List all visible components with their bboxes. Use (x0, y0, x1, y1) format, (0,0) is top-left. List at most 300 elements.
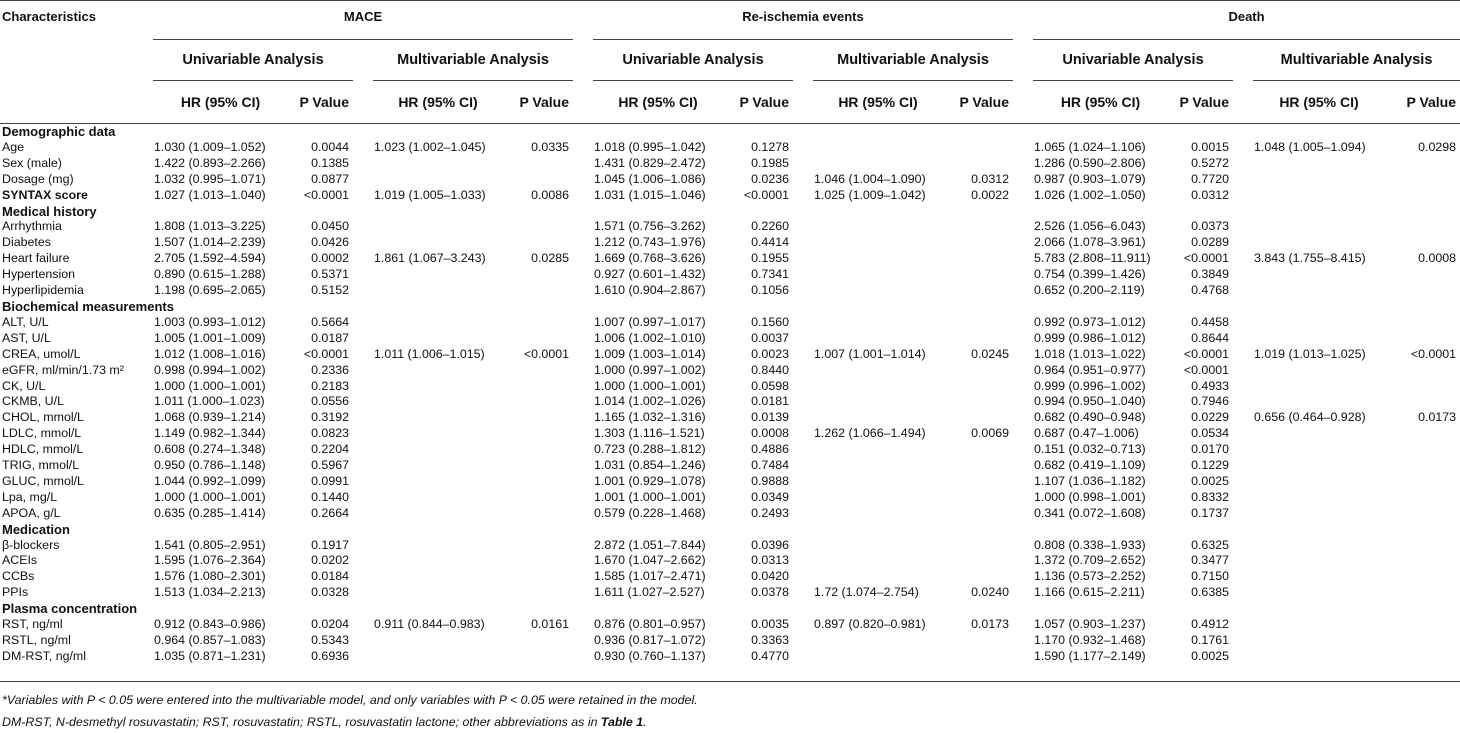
p-value-cell (1385, 331, 1460, 347)
hr-cell: 0.608 (0.274–1.348) (154, 442, 266, 457)
hr-cell: 1.286 (0.590–2.806) (1034, 155, 1146, 170)
hr-cell: 0.808 (0.338–1.933) (1034, 537, 1146, 552)
hr-cell: 0.994 (0.950–1.040) (1034, 394, 1146, 409)
hr-cell: 0.754 (0.399–1.426) (1034, 267, 1146, 282)
hr-cell (1253, 267, 1385, 283)
hr-cell: 0.999 (0.996–1.002) (1034, 378, 1146, 393)
hr-header: HR (95% CI) (1253, 81, 1385, 124)
hr-header: HR (95% CI) (153, 81, 288, 124)
p-value-cell (1385, 569, 1460, 585)
p-value-cell (1385, 315, 1460, 331)
hr-cell: 0.897 (0.820–0.981) (814, 617, 926, 632)
p-value-cell (503, 219, 573, 235)
row-label: CREA, umol/L (2, 346, 81, 361)
hr-cell: 1.431 (0.829–2.472) (594, 155, 706, 170)
p-value-cell: 0.0378 (751, 585, 789, 600)
p-value-cell: <0.0001 (1183, 251, 1229, 266)
hr-cell: 1.000 (0.997–1.002) (594, 362, 706, 377)
p-value-cell (503, 315, 573, 331)
hr-cell: 0.950 (0.786–1.148) (154, 458, 266, 473)
p-value-cell: 0.0313 (751, 553, 789, 568)
hr-cell: 1.046 (1.004–1.090) (814, 171, 926, 186)
group-header-reischemia: Re-ischemia events (593, 1, 1013, 40)
p-value-cell (943, 649, 1013, 665)
p-value-cell: 0.4458 (1191, 314, 1229, 329)
p-value-cell (1385, 506, 1460, 522)
hr-cell (1253, 538, 1385, 554)
hr-cell (1253, 617, 1385, 633)
row-label: SYNTAX score (2, 187, 88, 202)
p-value-cell: 0.0022 (971, 187, 1009, 202)
p-value-cell: 0.0240 (971, 585, 1009, 600)
p-value-cell: 0.7341 (751, 267, 789, 282)
p-value-cell (503, 490, 573, 506)
p-value-cell (1385, 474, 1460, 490)
p-value-cell (503, 506, 573, 522)
p-value-cell: 0.0373 (1191, 219, 1229, 234)
p-value-cell (503, 458, 573, 474)
hr-cell: 1.007 (0.997–1.017) (594, 314, 706, 329)
row-label: Lpa, mg/L (2, 489, 58, 504)
p-value-cell (503, 172, 573, 188)
hr-cell: 1.009 (1.003–1.014) (594, 346, 706, 361)
p-value-cell: 0.0002 (311, 251, 349, 266)
hr-cell: 1.031 (0.854–1.246) (594, 458, 706, 473)
hr-cell: 1.048 (1.005–1.094) (1254, 139, 1366, 154)
p-value-cell (1385, 442, 1460, 458)
hr-cell: 1.136 (0.573–2.252) (1034, 569, 1146, 584)
hr-cell: 1.007 (1.001–1.014) (814, 346, 926, 361)
hr-cell: 1.027 (1.013–1.040) (154, 187, 266, 202)
p-value-cell: 0.7150 (1191, 569, 1229, 584)
table-row (0, 188, 1460, 204)
p-value-cell: 0.4770 (751, 648, 789, 663)
hr-cell (813, 474, 943, 490)
p-value-header: P Value (943, 81, 1013, 124)
p-value-cell (503, 633, 573, 649)
table-footnotes (0, 689, 1460, 733)
hr-cell (1253, 363, 1385, 379)
p-value-cell: <0.0001 (303, 346, 349, 361)
p-value-cell (503, 585, 573, 601)
hr-cell: 0.876 (0.801–0.957) (594, 617, 706, 632)
p-value-cell (943, 553, 1013, 569)
hr-cell: 0.964 (0.951–0.977) (1034, 362, 1146, 377)
row-label: PPIs (2, 585, 29, 600)
p-value-cell: 0.0035 (751, 617, 789, 632)
p-value-cell: <0.0001 (743, 187, 789, 202)
p-value-cell: 0.0173 (971, 617, 1009, 632)
p-value-cell: 0.0426 (311, 235, 349, 250)
p-value-cell: 0.0025 (1191, 648, 1229, 663)
p-value-header: P Value (723, 81, 793, 124)
section-label: Plasma concentration (2, 601, 138, 617)
row-label: GLUC, mmol/L (2, 473, 84, 488)
hr-cell (1253, 379, 1385, 395)
table-row (0, 140, 1460, 156)
hr-cell: 0.656 (0.464–0.928) (1254, 410, 1366, 425)
hr-cell (373, 585, 503, 601)
hr-cell (1253, 219, 1385, 235)
p-value-cell: 0.0184 (311, 569, 349, 584)
p-value-cell: 0.0204 (311, 617, 349, 632)
section-row (0, 299, 1460, 315)
p-value-cell: 0.1229 (1191, 458, 1229, 473)
hr-cell (373, 267, 503, 283)
p-value-cell: 0.0170 (1191, 442, 1229, 457)
table-row (0, 172, 1460, 188)
hr-cell: 0.987 (0.903–1.079) (1034, 171, 1146, 186)
hr-cell (813, 633, 943, 649)
hr-cell (373, 474, 503, 490)
hr-cell: 1.001 (0.929–1.078) (594, 473, 706, 488)
p-value-cell (1385, 458, 1460, 474)
hr-cell (1253, 394, 1385, 410)
hr-cell (1253, 426, 1385, 442)
table-bottom-rule (0, 665, 1460, 681)
table-row (0, 633, 1460, 649)
p-value-cell (943, 506, 1013, 522)
hr-cell: 0.652 (0.200–2.119) (1034, 283, 1145, 298)
hr-cell: 1.590 (1.177–2.149) (1034, 648, 1146, 663)
hr-cell (373, 442, 503, 458)
p-value-cell (503, 538, 573, 554)
row-label: LDLC, mmol/L (2, 426, 82, 441)
p-value-cell: 0.0335 (531, 139, 569, 154)
section-row (0, 204, 1460, 220)
hr-cell: 1.670 (1.047–2.662) (594, 553, 706, 568)
p-value-cell: 0.1560 (751, 314, 789, 329)
p-value-cell: <0.0001 (1410, 346, 1457, 361)
section-row (0, 124, 1460, 140)
p-value-cell (503, 379, 573, 395)
p-value-cell: 0.6936 (311, 648, 349, 663)
hr-cell: 1.019 (1.013–1.025) (1254, 346, 1366, 361)
hr-cell: 1.005 (1.001–1.009) (154, 330, 266, 345)
p-value-cell (1385, 283, 1460, 299)
p-value-cell: 0.0037 (751, 330, 789, 345)
hr-cell: 1.585 (1.017–2.471) (594, 569, 706, 584)
hr-cell: 1.212 (0.743–1.976) (594, 235, 706, 250)
section-label: Biochemical measurements (2, 298, 174, 314)
p-value-cell: 0.0173 (1418, 410, 1457, 425)
hr-cell: 1.068 (0.939–1.214) (154, 410, 266, 425)
table-row (0, 251, 1460, 267)
hr-cell: 5.783 (2.808–11.911) (1034, 251, 1151, 266)
table-row (0, 379, 1460, 395)
hr-cell: 1.045 (1.006–1.086) (594, 171, 706, 186)
hr-cell (373, 331, 503, 347)
table-row (0, 410, 1460, 426)
table-row (0, 458, 1460, 474)
row-label: RSTL, ng/ml (2, 633, 71, 647)
hr-cell (813, 379, 943, 395)
p-value-cell (1385, 394, 1460, 410)
hr-cell: 1.541 (0.805–2.951) (154, 537, 266, 552)
hr-cell (813, 283, 943, 299)
p-value-cell (1385, 172, 1460, 188)
hr-cell (373, 235, 503, 251)
hr-cell: 1.000 (1.000–1.001) (594, 378, 706, 393)
hr-header: HR (95% CI) (593, 81, 723, 124)
p-value-cell: 0.0312 (971, 171, 1009, 186)
p-value-header: P Value (1168, 81, 1233, 124)
p-value-cell (1385, 649, 1460, 665)
hr-cell (813, 569, 943, 585)
analysis-header: Univariable Analysis (1033, 40, 1233, 81)
hr-cell (1253, 235, 1385, 251)
p-value-cell (943, 156, 1013, 172)
p-value-cell: 0.1917 (311, 537, 349, 552)
hr-cell (813, 156, 943, 172)
p-value-cell (503, 363, 573, 379)
p-value-cell (1385, 538, 1460, 554)
hr-cell (813, 251, 943, 267)
table-row (0, 235, 1460, 251)
row-label: CHOL, mmol/L (2, 410, 84, 425)
p-value-cell: 0.4886 (751, 442, 789, 457)
p-value-cell: 0.0202 (311, 553, 349, 568)
p-value-cell: 0.2183 (311, 378, 349, 393)
p-value-cell (503, 394, 573, 410)
hr-cell (813, 140, 943, 156)
hr-cell: 1.031 (1.015–1.046) (594, 187, 706, 202)
p-value-cell (943, 140, 1013, 156)
p-value-cell: <0.0001 (523, 346, 569, 361)
p-value-cell: 0.1385 (311, 155, 349, 170)
p-value-cell: 0.1761 (1191, 633, 1229, 647)
hr-cell (1253, 172, 1385, 188)
p-value-cell: 0.0161 (531, 617, 569, 632)
hr-cell (373, 506, 503, 522)
row-label: RST, ng/ml (2, 617, 63, 632)
table-row (0, 553, 1460, 569)
hr-cell: 1.000 (0.998–1.001) (1034, 489, 1146, 504)
hr-header: HR (95% CI) (373, 81, 503, 124)
p-value-cell: 0.0534 (1191, 426, 1229, 441)
p-value-cell (943, 394, 1013, 410)
row-label: APOA, g/L (2, 505, 61, 520)
hr-cell: 1.011 (1.000–1.023) (154, 394, 265, 409)
hr-cell: 1.576 (1.080–2.301) (154, 569, 266, 584)
hr-cell: 1.198 (0.695–2.065) (154, 283, 266, 298)
analysis-header: Univariable Analysis (153, 40, 353, 81)
p-value-cell: 0.0285 (531, 251, 569, 266)
hr-cell: 0.912 (0.843–0.986) (154, 617, 266, 632)
hr-cell (373, 283, 503, 299)
table-row (0, 585, 1460, 601)
p-value-cell: 0.0556 (311, 394, 349, 409)
hr-cell: 1.001 (1.000–1.001) (594, 489, 706, 504)
p-value-cell: 0.0328 (311, 585, 349, 600)
p-value-cell (1385, 156, 1460, 172)
hr-cell: 1.571 (0.756–3.262) (594, 219, 706, 234)
p-value-cell (1385, 553, 1460, 569)
hr-cell: 2.705 (1.592–4.594) (154, 251, 266, 266)
hr-cell: 1.262 (1.066–1.494) (814, 426, 926, 441)
p-value-cell: 0.5967 (311, 458, 349, 473)
p-value-cell: 0.0187 (311, 330, 349, 345)
hr-cell: 1.165 (1.032–1.316) (594, 410, 706, 425)
table-row (0, 363, 1460, 379)
p-value-cell: 0.8644 (1191, 330, 1229, 345)
row-label: HDLC, mmol/L (2, 442, 84, 457)
hr-cell: 0.682 (0.490–0.948) (1034, 410, 1146, 425)
p-value-cell (503, 442, 573, 458)
hr-cell (813, 538, 943, 554)
p-value-cell: 0.5371 (311, 267, 349, 282)
row-label: Hypertension (2, 267, 76, 282)
p-value-cell: 0.0289 (1191, 235, 1229, 250)
hr-cell (373, 458, 503, 474)
hr-cell: 0.930 (0.760–1.137) (594, 648, 706, 663)
analysis-header: Univariable Analysis (593, 40, 793, 81)
hr-cell: 1.025 (1.009–1.042) (814, 187, 926, 202)
p-value-cell: 0.2493 (751, 505, 789, 520)
section-label: Medication (2, 521, 70, 537)
hr-cell: 1.513 (1.034–2.213) (154, 585, 266, 600)
p-value-cell: 0.1056 (751, 283, 789, 298)
hr-cell: 1.107 (1.036–1.182) (1034, 473, 1146, 488)
hr-cell: 1.023 (1.002–1.045) (374, 139, 486, 154)
p-value-cell: 0.0044 (311, 139, 349, 154)
p-value-cell: 0.0181 (751, 394, 789, 409)
characteristics-header: Characteristics (2, 9, 96, 24)
p-value-cell: 0.0015 (1191, 139, 1229, 154)
hr-cell (1253, 458, 1385, 474)
p-value-cell (943, 267, 1013, 283)
p-value-cell: 0.4768 (1191, 283, 1229, 298)
hr-cell (813, 363, 943, 379)
hr-cell (813, 394, 943, 410)
hr-cell: 0.151 (0.032–0.713) (1034, 442, 1146, 457)
p-value-cell: 0.6385 (1191, 585, 1229, 600)
hr-cell (1253, 315, 1385, 331)
p-value-cell: 0.1278 (751, 139, 789, 154)
p-value-cell: 0.0236 (751, 171, 789, 186)
row-label: Diabetes (2, 235, 51, 250)
hr-cell: 0.927 (0.601–1.432) (594, 267, 706, 282)
row-label: eGFR, ml/min/1.73 m² (2, 362, 124, 377)
hr-cell: 0.998 (0.994–1.002) (154, 362, 266, 377)
footnote-2 (2, 711, 1460, 733)
hr-cell: 1.611 (1.027–2.527) (594, 585, 705, 600)
hr-cell (373, 363, 503, 379)
hr-cell: 0.890 (0.615–1.288) (154, 267, 266, 282)
hr-cell: 0.992 (0.973–1.012) (1034, 314, 1146, 329)
p-value-cell (1385, 235, 1460, 251)
p-value-cell: 0.3363 (751, 633, 789, 647)
hr-cell: 1.030 (1.009–1.052) (154, 139, 266, 154)
p-value-cell (1385, 490, 1460, 506)
hr-cell (1253, 633, 1385, 649)
p-value-cell (503, 410, 573, 426)
hr-cell: 0.999 (0.986–1.012) (1034, 330, 1146, 345)
row-label: β-blockers (2, 537, 60, 552)
hr-cell: 0.579 (0.228–1.468) (594, 505, 706, 520)
table-row (0, 267, 1460, 283)
p-value-cell (943, 633, 1013, 649)
hr-cell (1253, 188, 1385, 204)
hr-cell (813, 649, 943, 665)
analysis-header: Multivariable Analysis (373, 40, 573, 81)
hr-cell: 1.019 (1.005–1.033) (374, 187, 486, 202)
p-value-cell (503, 267, 573, 283)
p-value-cell (943, 363, 1013, 379)
hr-cell (373, 410, 503, 426)
p-value-cell: 0.8332 (1191, 489, 1229, 504)
table-row (0, 156, 1460, 172)
p-value-cell (943, 490, 1013, 506)
table-row (0, 315, 1460, 331)
p-value-cell (503, 426, 573, 442)
hr-cell: 1.000 (1.000–1.001) (154, 378, 266, 393)
group-header-death: Death (1033, 1, 1460, 40)
p-value-cell: 0.4912 (1191, 617, 1229, 632)
hr-cell: 0.341 (0.072–1.608) (1034, 505, 1146, 520)
p-value-cell (1385, 267, 1460, 283)
p-value-cell (1385, 426, 1460, 442)
p-value-cell: 0.0396 (751, 537, 789, 552)
footnote-2-end: . (643, 714, 647, 729)
p-value-cell: <0.0001 (1183, 362, 1229, 377)
analysis-header: Multivariable Analysis (1253, 40, 1460, 81)
hr-cell: 1.003 (0.993–1.012) (154, 314, 266, 329)
hr-cell: 1.595 (1.076–2.364) (154, 553, 266, 568)
hr-cell: 1.610 (0.904–2.867) (594, 283, 706, 298)
p-value-cell: 0.4414 (751, 235, 789, 250)
hr-cell: 1.149 (0.982–1.344) (154, 426, 266, 441)
row-label: Hyperlipidemia (2, 283, 84, 298)
hr-cell: 0.964 (0.857–1.083) (154, 633, 266, 647)
row-label: ACEIs (2, 553, 38, 568)
p-value-header: P Value (503, 81, 573, 124)
hr-cell: 0.635 (0.285–1.414) (154, 505, 266, 520)
hr-cell: 1.507 (1.014–2.239) (154, 235, 266, 250)
table-row (0, 538, 1460, 554)
table-row (0, 474, 1460, 490)
footnote-1: *Variables with P < 0.05 were entered into the multivariable model, and only variables with P < 0.05 were retained in the model. (2, 692, 698, 707)
hr-cell (373, 219, 503, 235)
p-value-cell: 0.0598 (751, 378, 789, 393)
table-row (0, 649, 1460, 665)
p-value-cell: 0.0991 (311, 473, 349, 488)
p-value-cell (943, 538, 1013, 554)
section-row (0, 522, 1460, 538)
p-value-cell (503, 569, 573, 585)
p-value-cell: 0.0069 (971, 426, 1009, 441)
p-value-cell: 0.3477 (1191, 553, 1229, 568)
hr-cell (373, 426, 503, 442)
hr-cell (1253, 442, 1385, 458)
p-value-cell: 0.5664 (311, 314, 349, 329)
table-row (0, 569, 1460, 585)
p-value-cell: 0.0823 (311, 426, 349, 441)
hr-cell: 0.682 (0.419–1.109) (1034, 458, 1146, 473)
p-value-cell: 0.4933 (1191, 378, 1229, 393)
p-value-cell (503, 553, 573, 569)
hr-cell: 1.808 (1.013–3.225) (154, 219, 266, 234)
hr-cell: 3.843 (1.755–8.415) (1254, 251, 1366, 266)
p-value-cell: 0.5272 (1191, 155, 1229, 170)
hr-cell (1253, 156, 1385, 172)
p-value-cell: 0.5343 (311, 633, 349, 647)
hr-cell (1253, 474, 1385, 490)
table-reference: Table 1 (600, 714, 644, 729)
hr-cell: 1.166 (0.615–2.211) (1034, 585, 1145, 600)
p-value-cell (943, 379, 1013, 395)
hr-cell: 1.057 (0.903–1.237) (1034, 617, 1146, 632)
